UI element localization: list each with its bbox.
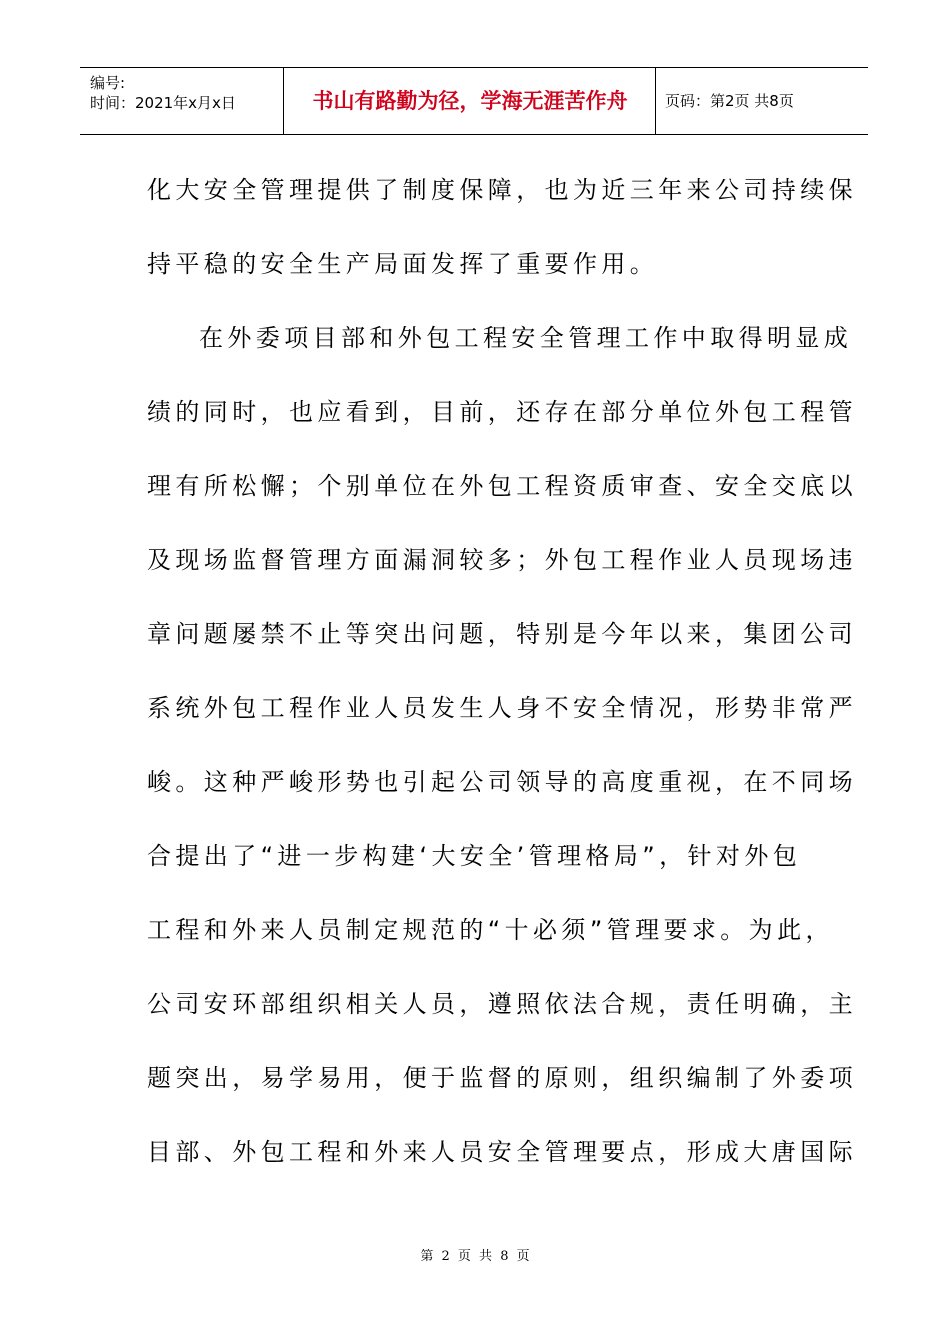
body-line: 在外委项目部和外包工程安全管理工作中取得明显成	[199, 324, 853, 352]
body-line: 合提出了“进一步构建‘大安全’管理格局”，针对外包	[147, 842, 802, 870]
body-line: 峻。这种严峻形势也引起公司领导的高度重视，在不同场	[147, 768, 857, 796]
header-page-info: 页码：第2页 共8页	[665, 92, 794, 110]
body-line: 章问题屡禁不止等突出问题，特别是今年以来，集团公司	[147, 620, 857, 648]
page-footer: 第 2 页 共 8 页	[420, 1249, 530, 1264]
body-line: 题突出，易学易用，便于监督的原则，组织编制了外委项	[147, 1064, 857, 1092]
document-time-label: 时间：2021年x月x日	[90, 94, 236, 112]
body-line: 公司安环部组织相关人员，遵照依法合规，责任明确，主	[147, 990, 857, 1018]
header-divider-right	[655, 68, 656, 135]
header-divider-left	[283, 68, 284, 135]
body-line: 持平稳的安全生产局面发挥了重要作用。	[147, 250, 659, 278]
body-line: 工程和外来人员制定规范的“十必须”管理要求。为此，	[147, 916, 834, 944]
body-line: 绩的同时，也应看到，目前，还存在部分单位外包工程管	[147, 398, 857, 426]
header-meta	[90, 73, 236, 113]
body-line: 理有所松懈；个别单位在外包工程资质审查、安全交底以	[147, 472, 857, 500]
body-line: 系统外包工程作业人员发生人身不安全情况，形势非常严	[147, 694, 857, 722]
body-line: 及现场监督管理方面漏洞较多；外包工程作业人员现场违	[147, 546, 857, 574]
body-line: 化大安全管理提供了制度保障，也为近三年来公司持续保	[147, 176, 857, 204]
document-number-label: 编号:	[90, 74, 126, 92]
page-header	[80, 67, 868, 135]
header-motto: 书山有路勤为径，学海无涯苦作舟	[312, 89, 628, 113]
document-body	[147, 153, 857, 1189]
body-line: 目部、外包工程和外来人员安全管理要点，形成大唐国际	[147, 1138, 857, 1166]
